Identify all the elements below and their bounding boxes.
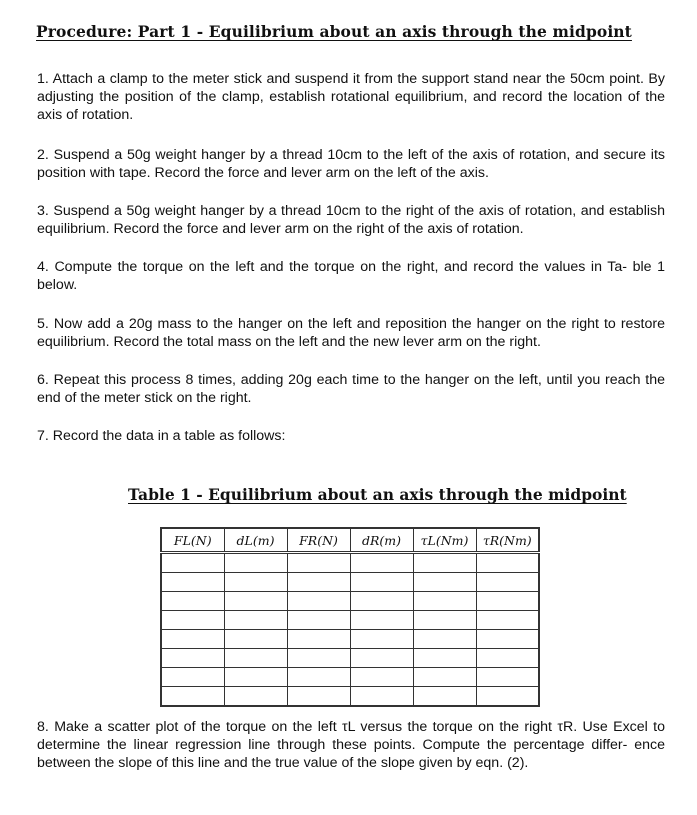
column-header: τR(Nm): [476, 528, 539, 553]
column-header: dR(m): [350, 528, 413, 553]
data-table: [160, 527, 540, 707]
table-row: [161, 553, 539, 573]
column-header: dL(m): [224, 528, 287, 553]
procedure-step-6: 6. Repeat this process 8 times, adding 20g each time to the hanger on the left, until you reach the end of the meter stick on the right.: [37, 372, 665, 406]
procedure-step-7: 7. Record the data in a table as follows:: [37, 428, 286, 444]
table-row: [161, 592, 539, 611]
table-caption: Table 1 - Equilibrium about an axis through the midpoint: [128, 485, 627, 504]
section-heading: Procedure: Part 1 - Equilibrium about an axis through the midpoint: [36, 22, 632, 41]
table-row: [161, 649, 539, 668]
table-row: [161, 668, 539, 687]
column-header: FL(N): [161, 528, 224, 553]
procedure-step-8: 8. Make a scatter plot of the torque on the left τL versus the torque on the right τR. Use Excel to determine the linear regression line through these points. Compute the percentage differ- ence between the slope of this line and the true value of the slope given by eqn. (2).: [37, 719, 665, 771]
table-row: [161, 687, 539, 707]
procedure-step-5: 5. Now add a 20g mass to the hanger on the left and reposition the hanger on the right to restore equilibrium. Record the total mass on the left and the new lever arm on the right.: [37, 316, 665, 350]
table-row: [161, 611, 539, 630]
table-header-row: [161, 528, 539, 553]
procedure-step-2: 2. Suspend a 50g weight hanger by a thread 10cm to the left of the axis of rotation, and secure its position with tape. Record the force and lever arm on the left of the axis.: [37, 147, 665, 181]
procedure-step-4: 4. Compute the torque on the left and the torque on the right, and record the values in Ta- ble 1 below.: [37, 259, 665, 293]
table-row: [161, 630, 539, 649]
table-row: [161, 573, 539, 592]
procedure-step-3: 3. Suspend a 50g weight hanger by a thread 10cm to the right of the axis of rotation, and establish equilibrium. Record the force and lever arm on the right of the axis of rotation.: [37, 203, 665, 237]
column-header: τL(Nm): [413, 528, 476, 553]
procedure-step-1: 1. Attach a clamp to the meter stick and suspend it from the support stand near the 50cm point. By adjusting the position of the clamp, establish rotational equilibrium, and record the location of the axis of rotation.: [37, 71, 665, 123]
column-header: FR(N): [287, 528, 350, 553]
